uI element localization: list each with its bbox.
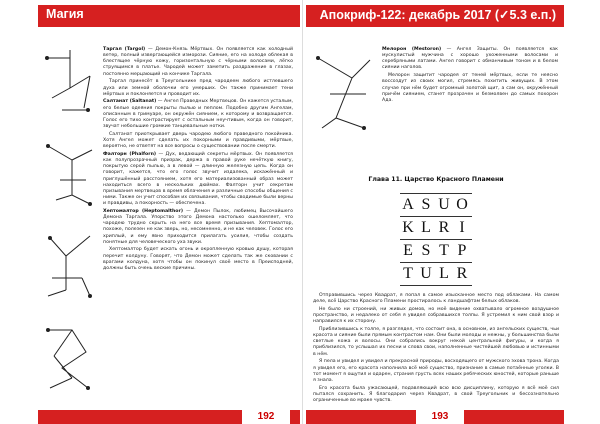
right-footer-bar	[306, 410, 564, 424]
paragraph: Я пела и увидел и увидел и прекрасной природы, восходящего от мужского эхова трона. Когда я увидел его, его красота наполнила всё моё существо, признание в самые потаённые уголки. В тот момент я ощутил и одарен, страния грусть всех наших ребяческих юностей, которые раньше я знала.	[313, 359, 559, 383]
saltanat-sigil	[42, 140, 97, 210]
grid-cell: U	[438, 196, 450, 213]
grid-cell: I	[459, 219, 465, 236]
grid-cell: T	[439, 242, 449, 259]
paragraph: Отправившись через Квадрат, я попал в самое изысканное место под облаками. На самом деле, всё Царство Красного Пламени простиралось к ландшафтам белых облаков.	[313, 293, 559, 305]
grid-cell: A	[402, 196, 414, 213]
figure-caption: Глава 11. Царство Красного Пламени	[368, 176, 504, 183]
grid-cell: L	[421, 219, 431, 236]
left-page-number: 192	[242, 410, 290, 424]
grid-cell: L	[439, 265, 449, 282]
left-page-text	[103, 47, 293, 274]
paragraph: Салтанат приоткрывает дверь чародею любого праведного покойника. Хотя Ангел может сделать их покорными и правдивыми, мёртвые, вероятно, не ответят на все вопросы о существовании после смерти.	[103, 131, 293, 150]
paragraph: Приблизившись к толпе, я разглядел, что состоит она, в основном, из ангельских существ, чьи красота и сияние были прямым контрастом нам. Они были молоды и нежны, у большинства были светлые кожа и волосы. Они собрались вокруг некой центральной фигуры, и когда я приблизился, то услышал их песни и слова свои, наполненные чистейшей любовью и истинными в нём.	[313, 326, 559, 357]
grid-cell: R	[438, 219, 450, 236]
page-gutter	[302, 0, 303, 424]
paragraph: Его красота была ужасающей, подавляющий всю всю дисциплину, которую я всё моё сил пытался сохранить. Я благодарил через Квадрат, в свой Треугольник и бессознательно ограниченные во мраке чувств.	[313, 385, 559, 403]
left-header-title: Магия	[46, 7, 84, 21]
grid-cell: S	[421, 196, 431, 213]
left-footer-bar	[38, 410, 300, 424]
grid-cell: U	[420, 265, 432, 282]
paragraph: Салтанат (Saltanat) — Ангел Праведных Мертвецов. Он кажется усталым, его белые одеяния покрыты пылью и пеплом. Подобно другим Ангелам, описанным в гримуаре, он окружён сиянием, к которому и возвращается. Голос его тихо контрастирует с остальным неучтивым, когда он говорит, звучат небольшие громкие танцевальные нотки.	[103, 99, 293, 130]
targal-sigil	[42, 48, 97, 118]
right-header-title: Апокриф-122: декабрь 2017 (✓5.3 е.п.)	[319, 8, 556, 22]
paragraph: Мелорон защитит чародея от теней мёртвых, если те неясно воссоздут из своих могил, стремясь похитить живущих. В этом случае при нём будет огромный золотой щит, а сам он, окружённый причём сиянием, станет прозрачен и безмолвен до самых похорон Ада.	[382, 73, 558, 103]
paragraph: Таргал (Targol) — Демон-Князь Мёртвых. Он появляется как холодный ветер, полный извергающейся изморози. Сияние, его на холоде облекая в блестящее чёрную кожу, горизонтальную с чёрными волосами, лёгко струящимся в платье. Чародей может заметить раздражение в глазах, постоянно мерцающий на кончике Таргала.	[103, 47, 293, 77]
letter-grid	[400, 193, 472, 285]
heptomalthor-sigil	[42, 322, 97, 397]
left-header-bar	[38, 5, 300, 27]
right-header-bar	[306, 5, 564, 27]
right-page-top-text	[382, 47, 558, 106]
grid-cell: S	[421, 242, 431, 259]
paragraph: Не было ни строений, ни живых домов, но моё видение охватывало огромное воздушное пространство, и недалеко от себя я увидел собравшихся толпы. Я устремил к ним свой взор и направился к их сторону.	[313, 306, 559, 325]
mestoron-sigil	[312, 48, 376, 148]
paragraph: Мелорон (Mestoron) — Ангел Защиты. Он появляется как мускулистый мужчина с хорошо ухоженными волосами и серебряными латами. Ангел говорит с обманчивым тоном и в белом сиянии наголов.	[382, 47, 558, 71]
grid-cell: R	[456, 265, 468, 282]
grid-cell: P	[457, 242, 467, 259]
right-page-body-text	[313, 293, 559, 406]
phalforn-sigil	[42, 228, 97, 303]
grid-cell: E	[403, 242, 413, 259]
paragraph: Хептомалтор будет искать огонь и окропленную кровью душу, которая перечит колдуну. Говорят, что Демон может сделать так же сковании с врагами колдуна, хотя чтобы он покинул своё место в Преисподней, должны быть очень веские причины.	[103, 247, 293, 271]
grid-cell: K	[402, 219, 414, 236]
right-page-number: 193	[416, 410, 464, 424]
paragraph: Хептомалтор (Heptomalthor) — Демон Пылок, любимец Высочайшего Демона Таргала. Упорство этого Демона настолько ошеломляет, что чародею трудно скрыть на него все время призывания. Хептомалтор, похоже, полезен не как зверь, но, несомненно, и не как человек. Голос его хриплый, и ему явно приходится прилагать усилия, чтобы создать понятные для человеческого уха звуки.	[103, 208, 294, 245]
grid-cell: O	[456, 196, 468, 213]
paragraph: Таргал принесёт в Треугольнике пред чародеем любого истлевшего духа или земной оболочки его умерших. Он также принимает тени мёртвых и поклоняется и проводит их.	[103, 79, 293, 97]
grid-cell: T	[403, 265, 413, 282]
paragraph: Фалторн (Phalforn) — Дух, ведающий секреты мёртвых. Он появляется как полупрозрачный призрак, держа в правой руке нечёткую книгу, покрытую серой пылью, а в левой — длинную железную цепь. Когда он говорит, кажется, что его голос звучит издалека, искажённый и приглушённый расстоянием, хотя его материализованный образ может находиться всего в нескольких дюймах. Фалторн учит секретам призывания мертвецов в время облачения и различные способы общения с ними. Также он учит способам их связывания, чтобы сводимые были верны и правдивы, а покорность — обеспечена.	[103, 151, 293, 207]
